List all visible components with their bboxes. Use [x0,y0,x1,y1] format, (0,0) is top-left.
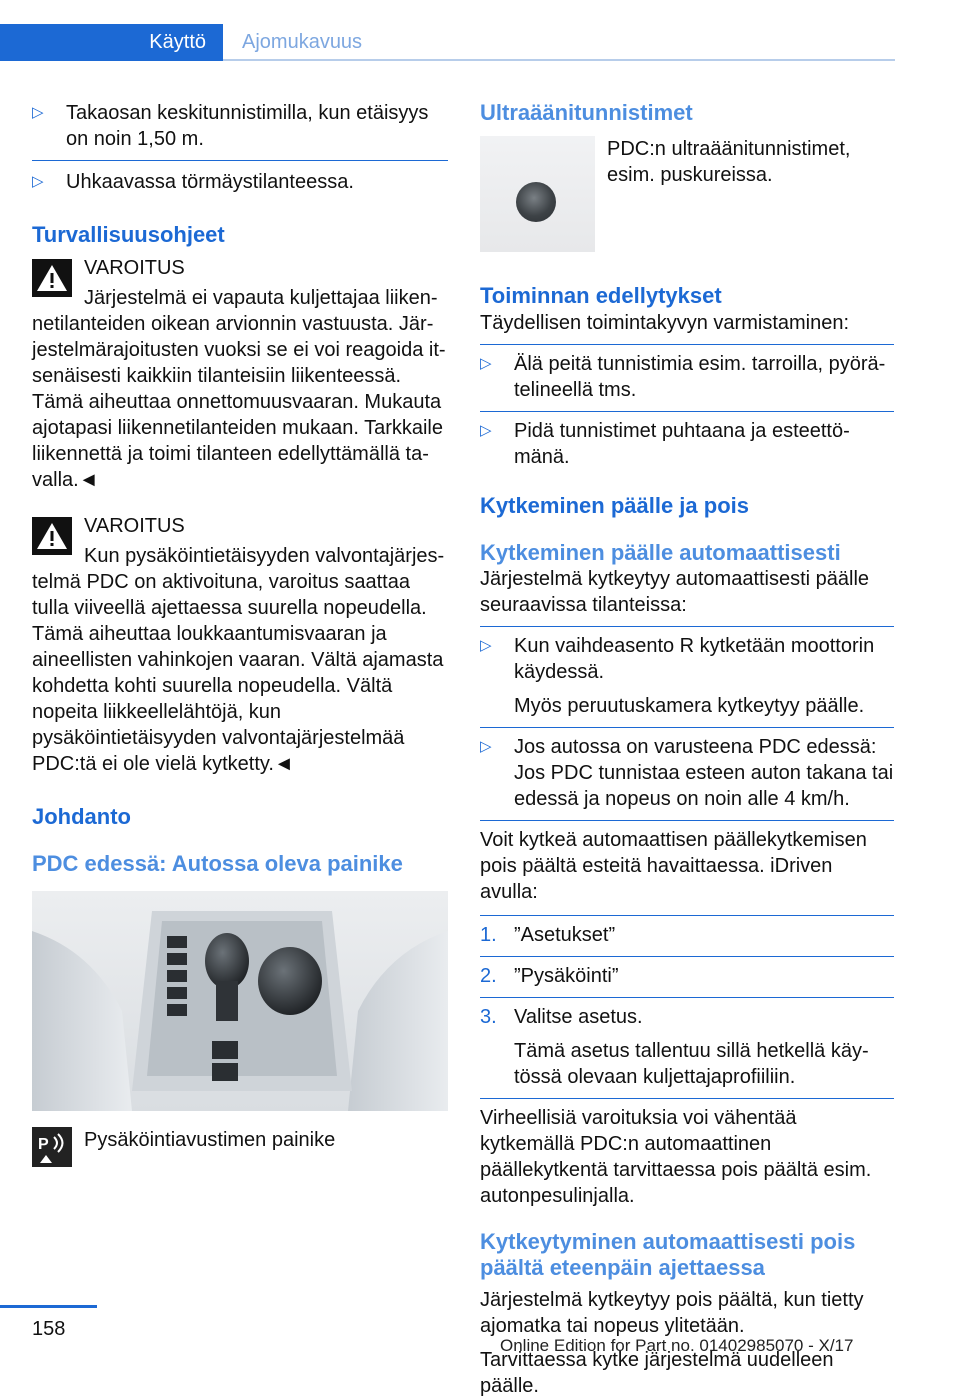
footer-rule [0,1305,97,1308]
pdc-front-heading: PDC edessä: Autossa oleva painike [32,851,403,876]
chapter-tabs [0,24,895,61]
list-item: ▷ Jos autossa on varusteena PDC edessä: Jos PDC tunnistaa esteen auton takana tai edessä ja nopeus on noin alle 4 km/h. [480,736,894,810]
right-column [480,100,894,1399]
auto-on-intro: Järjestelmä kytkeytyy automaattisesti päälle seuraavissa tilanteissa: [480,568,870,616]
triangle-bullet-icon: ▷ [480,738,492,755]
list-divider [480,411,894,412]
list-item: ▷ Kun vaihdeasento R kytketään moottorin käydessä. Myös peruutuskamera kytkeytyy päälle. [480,635,875,717]
warning-label: VAROITUS [84,515,185,537]
ultrasonic-sensor-photo [480,136,595,252]
safety-heading: Turvallisuusohjeet [32,222,225,247]
triangle-bullet-icon: ▷ [480,355,492,372]
triangle-bullet-icon: ▷ [32,104,44,121]
tab-underline [223,59,895,61]
list-divider [480,915,894,916]
center-console-illustration [32,891,448,1111]
list-divider [480,820,894,821]
auto-off-heading: Kytkeytyminen automaattisesti pois päältä eteenpäin ajettaessa [480,1229,856,1280]
tab-ajomukavuus[interactable]: Ajomukavuus [242,31,363,53]
disable-text: Voit kytkeä automaattisen päällekytkemisen pois päältä esteitä havaittaessa. iDriven avulla: [480,829,867,903]
warning-text: netilanteiden oikean arvionnin vastuusta. Järjestelmärajoitusten vuoksi se ei voi reagoida itsenäisesti kaikkiin tilanteisiin liikenteessä. Tämä aiheuttaa onnettomuusvaaran. Mukauta ajotapasi liikennetilanteiden mukaan. Tarkkaile liikennettä ja toimi tilanteen edellyttämällä tavalla.◄ [32,313,446,491]
sensor-icon [516,182,556,222]
auto-on-heading: Kytkeminen päälle automaattisesti [480,540,841,565]
sensor-heading: Ultraäänitunnistimet [480,100,693,125]
conditions-intro: Täydellisen toimintakyvyn varmistaminen: [480,312,850,334]
button-caption-row [32,1127,448,1167]
list-item: 1. ”Asetukset” [480,924,616,946]
conditions-heading: Toiminnan edellytykset [480,283,722,308]
list-divider [480,956,894,957]
list-divider [32,160,448,161]
svg-text:P: P [38,1136,49,1153]
warning-text: telmä PDC on aktivoituna, varoitus saattaa tulla viiveellä ajettaessa suurella nopeudella. Tämä aiheuttaa loukkaantumisvaaran ja aineellisten vahinkojen vaaran. Vältä ajamasta kohdetta kohti suurella nopeudella. Vältä nopeita liikkeellelähtöjä, kun pysäköintietäisyyden valvontajärjestelmää PDC:tä ei ole vielä kytketty.◄ [32,571,444,775]
list-item: ▷ Pidä tunnistimet puhtaana ja esteettömänä. [480,420,850,468]
triangle-bullet-icon: ▷ [480,637,492,654]
intro-heading: Johdanto [32,804,131,829]
list-divider [480,626,894,627]
auto-off-text: Järjestelmä kytkeytyy pois päältä, kun tietty ajomatka tai nopeus ylitetään. [480,1289,864,1337]
list-divider [480,344,894,345]
list-item: 2. ”Pysäköinti” [480,965,619,987]
button-caption: Pysäköintiavustimen painike [84,1129,336,1151]
triangle-bullet-icon: ▷ [480,422,492,439]
warning-triangle-icon [32,517,72,555]
sensor-text: PDC:n ultraäänitunnistimet, esim. puskureissa. [607,138,851,186]
left-column [32,100,448,1167]
list-divider [480,1098,894,1099]
tab-kaytto[interactable]: Käyttö [0,24,223,61]
faulty-warnings-text: Virheellisiä varoituksia voi vähentää kytkemällä PDC:n automaattinen päällekytkentä tarvittaessa pois päältä esim. autonpesulinjalla. [480,1107,872,1207]
reenable-text: Tarvittaessa kytke järjestelmä uudelleen päälle. [480,1349,834,1397]
warning-label: VAROITUS [84,257,185,279]
edition-footer: Online Edition for Part no. 01402985070 - X/17 [500,1336,854,1355]
triangle-bullet-icon: ▷ [32,173,44,190]
list-item: 3. Valitse asetus. Tämä asetus tallentuu sillä hetkellä käytössä olevaan kuljettajaprofiiliin. [480,1006,869,1088]
page-number: 158 [32,1318,66,1340]
sensor-block [480,136,894,252]
list-divider [480,727,894,728]
list-item: ▷ Älä peitä tunnistimia esim. tarroilla, pyörätelineellä tms. [480,353,886,401]
list-item: ▷ Takaosan keskitunnistimilla, kun etäisyys on noin 1,50 m. [32,102,429,150]
warning-block: VAROITUS Järjestelmä ei vapauta kuljettajaa liiken- netilanteiden oikean arvionnin vastuusta. Järjestelmärajoitusten vuoksi se ei voi reagoida itsenäisesti kaikkiin tilanteisiin liikenteessä. Tämä aiheuttaa onnettomuusvaaran. Mukauta ajotapasi liikennetilanteiden mukaan. Tarkkaile liikennettä ja toimi tilanteen edellyttämällä tavalla.◄ [32,255,448,493]
center-console-photo [32,891,448,1111]
parking-assist-button-icon [32,1127,72,1167]
onoff-heading: Kytkeminen päälle ja pois [480,493,749,518]
warning-triangle-icon [32,259,72,297]
list-divider [480,997,894,998]
list-item: ▷ Uhkaavassa törmäystilanteessa. [32,171,354,193]
warning-block: VAROITUS Kun pysäköintietäisyyden valvontajärjes- telmä PDC on aktivoituna, varoitus saattaa tulla viiveellä ajettaessa suurella nopeudella. Tämä aiheuttaa loukkaantumisvaaran ja aineellisten vahinkojen vaaran. Vältä ajamasta kohdetta kohti suurella nopeudella. Vältä nopeita liikkeellelähtöjä, kun pysäköintietäisyyden valvontajärjestelmää PDC:tä ei ole vielä kytketty.◄ [32,513,448,777]
